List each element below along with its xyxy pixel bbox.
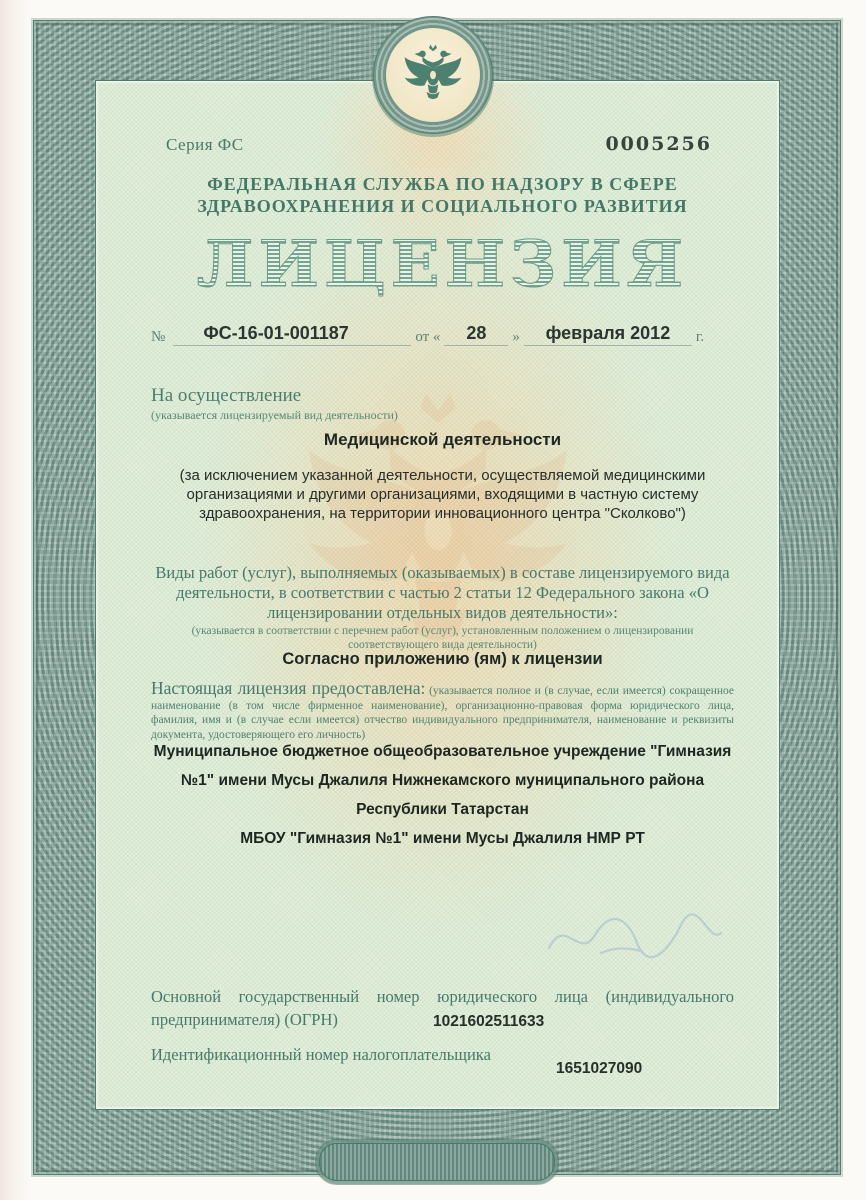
license-number-label: № — [151, 329, 166, 345]
certificate-body — [95, 80, 780, 1110]
grantee-intro-note: (указывается полное и (в случае, если имеется) сокращенное наименование (в том числе фирменное наименование), организационно-правовая форма юридического лица, фамилия, имя и (в случае если имеется) отчество индивидуального предпринимателя, наименование и реквизиты документа, удостоверяющего его личность) — [151, 685, 735, 741]
activity-heading: На осуществление — [151, 385, 302, 406]
emblem-medallion-core — [385, 27, 481, 123]
grantee-name-line3: Республики Татарстан — [356, 801, 529, 818]
double-headed-eagle-icon — [400, 42, 466, 108]
license-number-value: ФС-16-01-001187 — [173, 323, 411, 346]
inn-block — [151, 1045, 734, 1077]
date-from-label: от « — [415, 329, 441, 345]
ogrn-label-line1: Основной государственный номер юридического лица (индивидуального — [151, 987, 734, 1006]
signature-scribble — [541, 903, 731, 973]
grantee-name-line2: №1" имени Мусы Джалиля Нижнекамского муниципального района — [180, 772, 705, 789]
issuing-authority-line1: ФЕДЕРАЛЬНАЯ СЛУЖБА ПО НАДЗОРУ В СФЕРЕ — [207, 174, 678, 194]
activity-heading-note: (указывается лицензируемый вид деятельности) — [151, 408, 398, 422]
emblem-medallion — [373, 16, 493, 134]
ogrn-block — [151, 987, 734, 1030]
inn-value: 1651027090 — [556, 1060, 643, 1077]
series-label: Серия ФС — [166, 135, 244, 154]
license-date-day: 28 — [444, 323, 508, 346]
license-number-line — [151, 323, 734, 346]
document-title: ЛИЦЕНЗИЯ — [151, 229, 734, 301]
grantee-intro-paragraph — [151, 678, 735, 742]
grantee-name-line4: МБОУ "Гимназия №1" имени Мусы Джалиля НМР РТ — [240, 830, 645, 847]
inn-label: Идентификационный номер налогоплательщика — [151, 1045, 491, 1064]
issuing-authority — [151, 173, 734, 217]
form-number: 0005256 — [605, 133, 712, 155]
works-intro-note: (указывается в соответствии с перечнем работ (услуг), установленным положением о лицензировании соответствующего вида деятельности) — [191, 625, 694, 651]
activity-exception-note: (за исключением указанной деятельности, осуществляемой медицинскими организациями и другими организациями, входящими в частную систему здравоохранения, на территории инновационного центра "Сколково") — [179, 467, 706, 522]
date-close-quote: » — [512, 329, 520, 345]
certificate-content — [96, 81, 779, 1109]
grantee-intro-label: Настоящая лицензия предоставлена: — [151, 678, 426, 698]
ogrn-value: 1021602511633 — [433, 1013, 545, 1030]
works-intro: Виды работ (услуг), выполняемых (оказываемых) в составе лицензируемого вида деятельности, в соответствии с частью 2 статьи 12 Федерального закона «О лицензировании отдельных видов деятельности»: — [155, 563, 730, 622]
date-year-suffix: г. — [695, 329, 705, 345]
issuing-authority-line2: ЗДРАВООХРАНЕНИЯ И СОЦИАЛЬНОГО РАЗВИТИЯ — [197, 196, 688, 216]
works-value: Согласно приложению (ям) к лицензии — [282, 650, 603, 668]
bottom-cartouche-ornament — [319, 1143, 555, 1181]
grantee-name-line1: Муниципальное бюджетное общеобразовательное учреждение "Гимназия — [153, 743, 732, 760]
series-row — [151, 133, 734, 155]
ogrn-label-line2: предпринимателя) (ОГРН) — [151, 1010, 338, 1029]
licensed-activity-value: Медицинской деятельности — [323, 430, 562, 449]
license-date-month-year: февраля 2012 — [524, 323, 692, 346]
